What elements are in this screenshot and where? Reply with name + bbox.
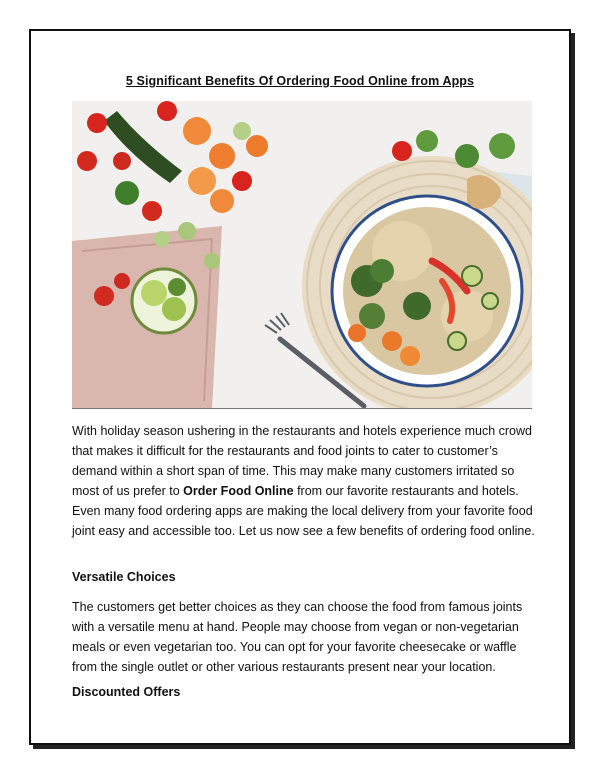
intro-paragraph [72,421,542,541]
discounted-offers-heading: Discounted Offers [72,685,181,699]
hero-food-photo [72,101,532,409]
intro-text-end: from our favorite restaurants and hotels. Even many food ordering apps are making the local delivery from your favorite food joint easy and accessible too. Let us now see a few benefits of ordering food online. [72,484,535,538]
versatile-choices-heading: Versatile Choices [72,570,176,584]
order-food-online-emphasis: Order Food Online [183,484,294,498]
intro-text-start: With holiday season ushering in the restaurants and hotels experience much crowd that makes it difficult for the restaurants and food joints to cater to customer’s demand within a short span of time. This may make many customers irritated so most of us prefer to [72,424,532,498]
food-bowl-illustration [72,101,532,408]
page-frame [29,29,571,745]
article-title: 5 Significant Benefits Of Ordering Food Online from Apps [125,74,475,88]
versatile-choices-paragraph: The customers get better choices as they can choose the food from famous joints with a versatile menu at hand. People may choose from vegan or non-vegetarian meals or even vegetarian too. You can opt for your favorite cheesecake or waffle from the single outlet or other various restaurants present near your location. [72,600,523,674]
